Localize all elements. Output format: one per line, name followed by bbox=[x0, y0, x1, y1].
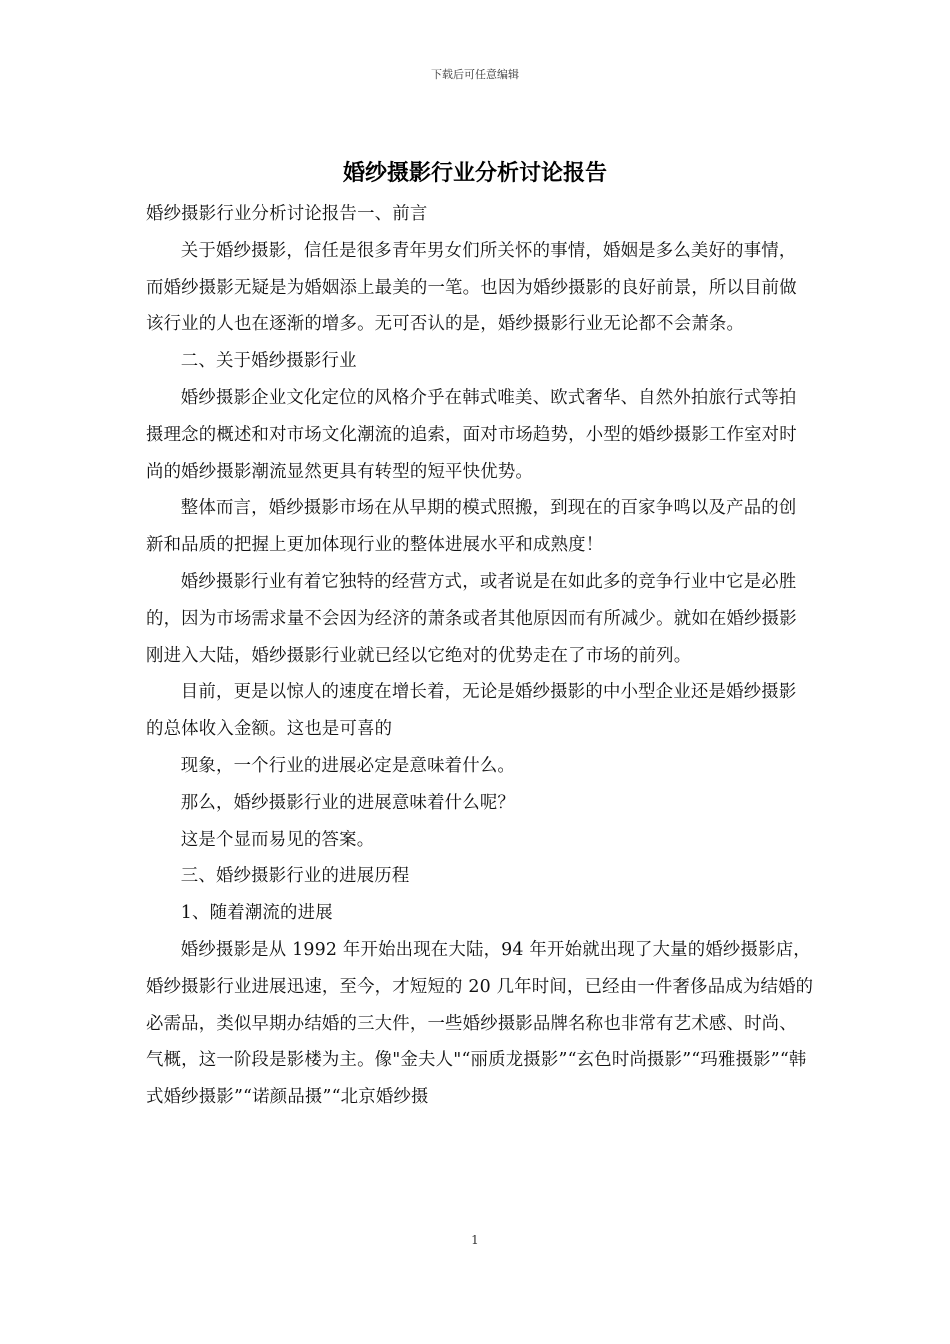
paragraph: 婚纱摄影企业文化定位的风格介乎在韩式唯美、欧式奢华、自然外拍旅行式等拍摄理念的概述和对市场文化潮流的追索，面对市场趋势，小型的婚纱摄影工作室对时尚的婚纱摄影潮流显然更具有转型的短平快优势。 bbox=[146, 387, 797, 482]
section-heading: 三、婚纱摄影行业的进展历程 bbox=[180, 866, 410, 887]
page-number: 1 bbox=[471, 1233, 479, 1247]
header-note: 下载后可任意编辑 bbox=[431, 68, 519, 81]
paragraph: 现象，一个行业的进展必定是意味着什么。 bbox=[180, 755, 516, 776]
paragraph: 这是个显而易见的答案。 bbox=[180, 829, 375, 850]
paragraph-intro: 婚纱摄影行业分析讨论报告一、前言 bbox=[146, 204, 428, 224]
document-body bbox=[146, 196, 814, 1116]
paragraph: 目前，更是以惊人的速度在增长着，无论是婚纱摄影的中小型企业还是婚纱摄影的总体收入金额。这也是可喜的 bbox=[146, 682, 797, 740]
paragraph: 关于婚纱摄影，信任是很多青年男女们所关怀的事情，婚姻是多么美好的事情，而婚纱摄影无疑是为婚姻添上最美的一笔。也因为婚纱摄影的良好前景，所以目前做该行业的人也在逐渐的增多。无可否认的是，婚纱摄影行业无论都不会萧条。 bbox=[146, 240, 797, 335]
paragraph: 整体而言，婚纱摄影市场在从早期的模式照搬，到现在的百家争鸣以及产品的创新和品质的把握上更加体现行业的整体进展水平和成熟度！ bbox=[146, 498, 797, 556]
paragraph: 婚纱摄影是从 1992 年开始出现在大陆，94 年开始就出现了大量的婚纱摄影店，婚纱摄影行业进展迅速，至今，才短短的 20 几年时间，已经由一件奢侈品成为结婚的必需品，类似早期办结婚的三大件，一些婚纱摄影品牌名称也非常有艺术感、时尚、气概，这一阶段是影楼为主。像"金夫人"“丽质龙摄影”“玄色时尚摄影”“玛雅摄影”“韩式婚纱摄影”“诺颜品摄”“北京婚纱摄 bbox=[146, 939, 814, 1108]
subsection-heading: 1、随着潮流的进展 bbox=[180, 903, 333, 924]
section-heading: 二、关于婚纱摄影行业 bbox=[180, 351, 357, 372]
document-title: 婚纱摄影行业分析讨论报告 bbox=[342, 160, 607, 186]
paragraph: 婚纱摄影行业有着它独特的经营方式，或者说是在如此多的竞争行业中它是必胜的，因为市场需求量不会因为经济的萧条或者其他原因而有所减少。就如在婚纱摄影刚进入大陆，婚纱摄影行业就已经以它绝对的优势走在了市场的前列。 bbox=[146, 571, 797, 666]
paragraph: 那么，婚纱摄影行业的进展意味着什么呢？ bbox=[180, 792, 516, 813]
